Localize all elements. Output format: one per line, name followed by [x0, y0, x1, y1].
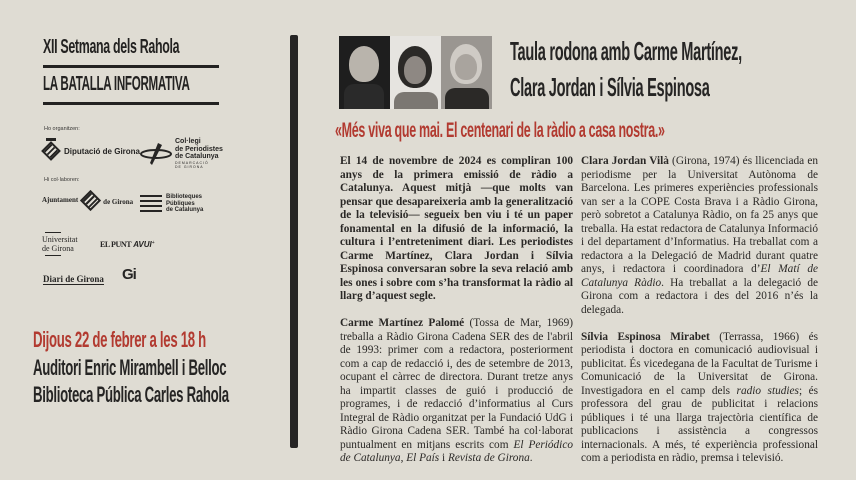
organizers-label: Ho organitzen: [44, 126, 80, 132]
shield-diamond-icon [41, 141, 61, 161]
series-title: XII Setmana dels Rahola [43, 36, 180, 58]
divider [43, 65, 219, 68]
logo-collegi-periodistes: Col·legi de Periodistes de Catalunya DEMARCACIÓ DE GIRONA [140, 138, 223, 169]
logo-diputacio-girona: Diputació de Girona [44, 138, 140, 158]
talk-title-line2: Clara Jordan i Sílvia Espinosa [510, 72, 710, 102]
event-venue-room: Auditori Enric Mirambell i Belloc [33, 355, 227, 380]
logo-diari-girona: Diari de Girona [43, 274, 104, 284]
event-venue-library: Biblioteca Pública Carles Rahola [33, 382, 229, 407]
stacked-books-icon [140, 195, 162, 212]
text-column-right [581, 155, 818, 479]
bio-carme-martinez: Carme Martínez Palomé (Tossa de Mar, 1969) treballa a Ràdio Girona Cadena SER des de l'abril de 1993: primer com a redactora, posteriorment com a cap de redacció i, des de setembre de 2013, ocupant el càrrec de directora. Durant tretze anys ha impartit classes de guió i producció de programes, i de redacció d’informatius al Curs Integral de Ràdio organitzat per la Fundació UdG i Ràdio Girona Cadena SER. També ha col·laborat puntualment en mitjans escrits com El Periódico de Catalunya, El País i Revista de Girona. [340, 317, 573, 465]
logo-ajuntament-girona: Ajuntament de Girona [42, 193, 133, 208]
vertical-divider [290, 35, 298, 448]
logo-el-punt-avui: EL PUNT AVUI + [100, 239, 155, 249]
bio-silvia-espinosa: Sílvia Espinosa Mirabet (Terrassa, 1966) és periodista i doctora en comunicació audiovisual i publicitat. És vicedegana de la Facultat de Turisme i Comunicació de la Universitat de Girona. Investigadora en el camp dels radio studies; és professora del grau de publicitat i relacions públiques i té una llarga trajectòria científica de publicacions i assistència a congressos internacionals. A més, té experiència professional com a periodista en ràdio, premsa i televisió. [581, 330, 819, 465]
speaker-photos [339, 36, 492, 109]
logo-televisio-girona: Gi [122, 266, 136, 283]
photo-clara-jordan [390, 36, 441, 109]
text-column-left [340, 155, 573, 479]
shield-diamond-icon [80, 190, 101, 211]
logo-biblioteques-publiques: Biblioteques Públiques de Catalunya [140, 194, 203, 214]
logo-universitat-girona: Universitat de Girona [42, 232, 78, 256]
event-date: Dijous 22 de febrer a les 18 h [33, 327, 206, 352]
photo-carme-martinez [339, 36, 390, 109]
bio-clara-jordan: Clara Jordan Vilà (Girona, 1974) és llicenciada en periodisme per la Universitat Autònoma de Barcelona. Les primeres experiències professionals van ser a la COPE Costa Brava i a Ràdio Girona, però sobretot a Catalunya Ràdio, on fa 25 anys que treballa. Ha estat redactora de Catalunya Informació i del departament d’Informatius. Ha treballat com a redactora a la Delegació de Madrid durant quatre anys, i redactora i coordinadora d’El Matí de Catalunya Ràdio. Ha treballat a la delegació de Girona com a redactora i des del 2016 n’és la delegada. [581, 155, 819, 317]
left-panel [0, 0, 265, 480]
divider [43, 102, 219, 105]
collaborators-label: Hi col·laboren: [44, 177, 80, 183]
talk-title-line1: Taula rodona amb Carme Martínez, [510, 36, 742, 66]
pen-nib-icon [140, 143, 172, 165]
intro-paragraph: El 14 de novembre de 2024 es compliran 100 anys de la primera emissió de ràdio a Catalunya. Aquest mitjà —que molts van pensar que desapareixeria amb la generalització de la televisió— segueix ben viu i té un paper fonamental en la difusió de la informació, la cultura i l’entreteniment diari. Les periodistes Carme Martínez, Clara Jordan i Sílvia Espinosa conversaran sobre la seva relació amb les ones i sobre com s’ha transformat la ràdio al llarg d’aquest segle. [340, 155, 573, 303]
series-subtitle: LA BATALLA INFORMATIVA [43, 73, 190, 95]
photo-silvia-espinosa [441, 36, 492, 109]
talk-quote: «Més viva que mai. El centenari de la ràdio a casa nostra.» [335, 119, 665, 142]
